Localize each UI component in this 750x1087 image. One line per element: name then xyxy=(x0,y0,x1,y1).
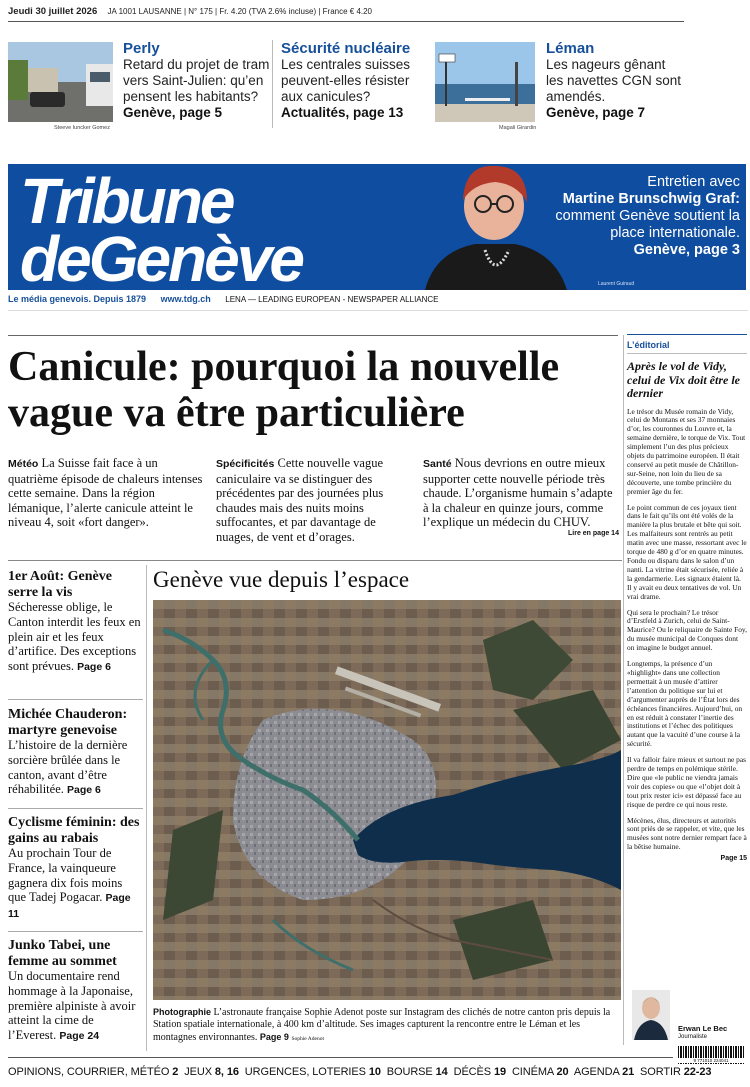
teaser-image-leman[interactable] xyxy=(435,42,535,122)
teaser-perly[interactable] xyxy=(123,40,271,121)
alliance: LENA — LEADING EUROPEAN - NEWSPAPER ALLIANCE xyxy=(225,295,439,304)
motto: Le média genevois. Depuis 1879 xyxy=(8,294,147,304)
editorial-paragraph: Il va falloir faire mieux et surtout ne pas perdre de temps en polémique stérile. Dire que «le public ne viendra jamais voir des copies» ou que «l’objet doit à tout prix rester ici» est dépassé face au risque de perdre ce qui nous reste. xyxy=(627,755,747,809)
editorial-paragraph: Le point commun de ces joyaux tient dans le fait qu’ils ont été volés de la manière la plus brutale et bête qui soit. Les malfaiteurs sont rentrés au petit matin avec une masse, ressortant avec le torque de 480 g d’or en quatre minutes. Fondu ou disparu dans le salon d’un nanti. La vitrine était sécurisée, reliée à la gendarmerie. Les signaux étaient là. Il y avait eu deux tentatives de vol. Un vrai drame. xyxy=(627,502,747,601)
author-photo xyxy=(632,990,670,1040)
photo-caption xyxy=(153,1006,623,1045)
interview-text: comment Genève soutient la place internationale. xyxy=(555,208,740,241)
barcode-number: 9 771010 224041 xyxy=(678,1058,744,1063)
brief-title: Cyclisme féminin: des gains au rabais xyxy=(8,815,140,846)
teaser-page: Genève, page 7 xyxy=(546,105,646,120)
brief-text: Sécheresse oblige, le Canton interdit les feux en plein air et les feux d’artifice. Des exceptions sont prévues. xyxy=(8,600,141,674)
editorial-body xyxy=(627,408,747,853)
photo-credit: Sophie Adenot xyxy=(291,1036,324,1042)
lead-headline[interactable]: Canicule: pourquoi la nouvelle vague va être particulière xyxy=(8,344,560,436)
masthead xyxy=(8,164,746,290)
brief-chauderon[interactable] xyxy=(8,707,143,798)
interview-intro: Entretien avec xyxy=(647,174,740,190)
author-portrait xyxy=(632,990,670,1040)
brief-text: Un documentaire rend hommage à la Japonaise, première alpiniste à avoir atteint la cime de l’Everest. xyxy=(8,969,136,1043)
brief-page: Page 6 xyxy=(67,784,101,797)
teaser-text: Les centrales suisses peuvent-elles résister aux canicules? xyxy=(281,57,411,104)
editorial-author: Erwan Le Bec xyxy=(678,1024,728,1033)
editorial-paragraph: Longtemps, la présence d’un «highlight» dans une collection permettait à un musée d’attirer l’attention du politique sur lui et d’argumenter auprès de l’État lors des échéances financières. Aujourd’hui, on en est réduit à constater l’inertie des institutions et l’échec des politiques autant que la vacuité d’une course à la sécurité. xyxy=(627,659,743,749)
lead-kicker: Météo xyxy=(8,458,39,470)
caption-text: L’astronaute française Sophie Adenot poste sur Instagram des clichés de notre canton pris depuis la Station spatiale internationale, à 400 km d’altitude. Ses images capturent la rencontre entre le Léman et les montagnes environnantes. xyxy=(153,1007,611,1043)
lead-col-sante xyxy=(423,456,618,530)
brief-title: 1er Août: Genève serre la vis xyxy=(8,569,112,600)
brief-text: L’histoire de la dernière sorcière brûlée dans le canton, avant d’être réhabilitée. xyxy=(8,738,128,797)
teaser-text: Retard du projet de tram vers Saint-Julien: qu’en pensent les habitants? xyxy=(123,57,270,104)
lead-kicker: Santé xyxy=(423,458,452,470)
brief-cyclisme[interactable] xyxy=(8,815,143,922)
footer-item[interactable]: CINÉMA 20 xyxy=(511,1066,569,1078)
teaser-title: Léman xyxy=(546,40,595,57)
teaser-photo-credit: Steeve Iuncker Gomez xyxy=(54,125,110,131)
lead-text: Nous devrions en outre mieux supporter cette nouvelle période très chaude. L’organisme humain s’adapte à la chaleur en quinze jours, comme l’explique un médecin du CHUV. xyxy=(423,456,613,529)
top-info-bar xyxy=(8,6,688,20)
teaser-title: Sécurité nucléaire xyxy=(281,40,411,57)
footer-item[interactable]: JEUX 8, 16 xyxy=(184,1066,239,1078)
editorial-author-role: Journaliste xyxy=(678,1034,708,1040)
issue-date: Jeudi 30 juillet 2026 xyxy=(8,6,98,17)
editorial xyxy=(627,336,747,862)
footer-index xyxy=(8,1066,748,1078)
tagline-bar xyxy=(8,294,748,308)
footer-item[interactable]: SORTIR 22-23 xyxy=(640,1066,712,1078)
editorial-paragraph: Mécènes, élus, directeurs et autorités sont priés de se rappeler, et vite, que les musées sont notre dernier rempart face à la bêtise humaine. xyxy=(627,815,747,852)
teaser-leman[interactable] xyxy=(546,40,686,121)
interview-page: Genève, page 3 xyxy=(633,242,740,258)
interview-name: Martine Brunschwig Graf: xyxy=(562,191,740,207)
issue-info: JA 1001 LAUSANNE | N° 175 | Fr. 4.20 (TVA 2.6% incluse) | France € 4.20 xyxy=(107,7,373,16)
editorial-label: L’éditorial xyxy=(627,340,670,350)
lead-col-specificites xyxy=(216,456,411,544)
logo-line-2: deGenève xyxy=(20,223,302,290)
lake-photo xyxy=(435,42,535,122)
photo-story-title[interactable]: Genève vue depuis l’espace xyxy=(153,567,410,592)
logo-line-1: Tribune xyxy=(20,165,233,237)
teaser-text: Les nageurs gênant les navettes CGN sont amendés. xyxy=(546,57,682,104)
teaser-title: Perly xyxy=(123,40,160,57)
teaser-image-tram[interactable] xyxy=(8,42,113,122)
teaser-nucleaire[interactable] xyxy=(281,40,426,121)
lead-col-meteo xyxy=(8,456,203,530)
lead-text: Cette nouvelle vague caniculaire va se distinguer des précédentes par des journées plus chaudes mais des nuits moins suffocantes, et par davantage de nuages, de vent et d’orages. xyxy=(216,456,384,544)
masthead-photo-credit: Laurent Guiraud xyxy=(598,281,635,287)
footer-item[interactable]: AGENDA 21 xyxy=(573,1066,635,1078)
site-url[interactable]: www.tdg.ch xyxy=(160,294,211,304)
satellite-photo[interactable] xyxy=(153,600,621,1000)
teaser-photo-credit: Magali Girardin xyxy=(499,125,537,131)
footer-item[interactable]: OPINIONS, COURRIER, MÉTÉO 2 xyxy=(8,1066,179,1078)
editorial-title[interactable]: Après le vol de Vidy, celui de Vix doit être le dernier xyxy=(627,359,740,400)
brief-page: Page 6 xyxy=(77,661,111,674)
caption-page[interactable]: Page 9 xyxy=(259,1032,289,1042)
editorial-page[interactable]: Page 15 xyxy=(720,855,747,863)
brief-page: Page 24 xyxy=(59,1030,100,1043)
teaser-page: Actualités, page 13 xyxy=(281,105,404,120)
brief-1er-aout[interactable] xyxy=(8,569,143,675)
brief-tabei[interactable] xyxy=(8,938,143,1044)
editorial-paragraph: Qui sera le prochain? Le trésor d’Erstfeld à Zurich, celui de Saint-Maurice? Ou le reliquaire de Sainte Foy, du musée municipal de Conques dont on imagine le budget annuel. xyxy=(627,607,747,653)
lead-more-link[interactable]: Lire en page 14 xyxy=(568,530,619,537)
editorial-paragraph: Le trésor du Musée romain de Vidy, celui de Montans et ses 37 monnaies d’or, les couronnes du Louvre et, la semaine dernière, le torque de Vix. Tout simplement l’un des plus précieux objets du patrimoine européen. Il était conservé au petit musée de Châtillon-sur-Seine, non loin du lieu de sa découverte, une tombe princière du premier âge du fer. xyxy=(627,406,746,496)
interview-teaser[interactable] xyxy=(550,174,740,259)
brief-title: Junko Tabei, une femme au sommet xyxy=(8,938,117,969)
lead-kicker: Spécificités xyxy=(216,458,275,470)
caption-kicker: Photographie xyxy=(153,1007,211,1017)
footer-item[interactable]: BOURSE 14 xyxy=(386,1066,448,1078)
footer-item[interactable]: URGENCES, LOTERIES 10 xyxy=(244,1066,381,1078)
teaser-page: Genève, page 5 xyxy=(123,105,223,120)
lead-text: La Suisse fait face à un quatrième épisode de chaleurs intenses cette semaine. Dans la région lémanique, l’alerte canicule atteint le niveau 4, soit «fort danger». xyxy=(8,456,203,529)
brief-page: Page 11 xyxy=(8,892,131,921)
tram-photo xyxy=(8,42,113,122)
brief-text: Au prochain Tour de France, la vainqueure gagnera dix fois moins que Tadej Pogacar. xyxy=(8,846,123,905)
satellite-image xyxy=(153,600,621,1000)
brief-title: Michée Chauderon: martyre genevoise xyxy=(8,707,128,738)
footer-item[interactable]: DÉCÈS 19 xyxy=(453,1066,507,1078)
